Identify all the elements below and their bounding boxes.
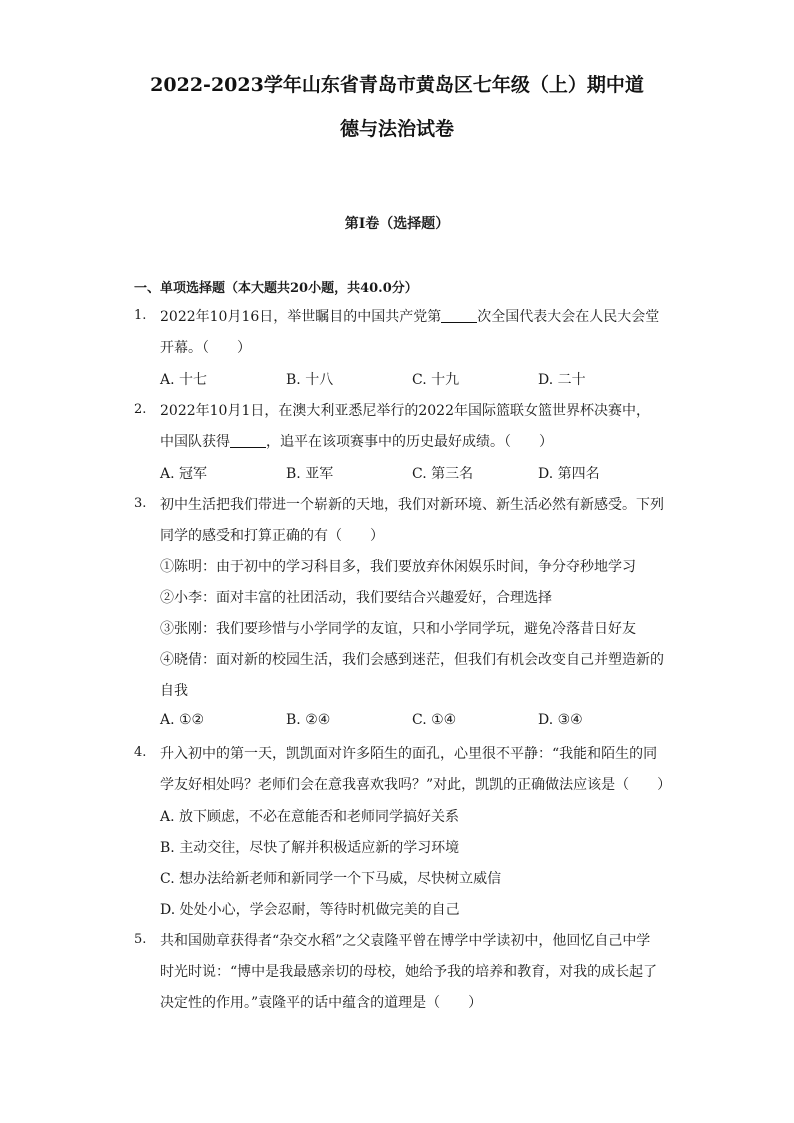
question-text: 同学的感受和打算正确的有（ ） bbox=[160, 528, 384, 544]
option-d: D. 第四名 bbox=[538, 466, 600, 482]
question-text: 学友好相处吗？老师们会在意我喜欢我吗？”对此，凯凯的正确做法应该是（ ） bbox=[160, 777, 672, 793]
option-b: B. 主动交往，尽快了解并积极适应新的学习环境 bbox=[160, 840, 460, 856]
exam-title-line-1: 2022-2023学年山东省青岛市黄岛区七年级（上）期中道 bbox=[150, 74, 644, 96]
question-text-part: ，追平在该项赛事中的历史最好成绩。（ ） bbox=[266, 434, 553, 450]
statement-item: ③张刚：我们要珍惜与小学同学的友谊，只和小学同学玩，避免冷落昔日好友 bbox=[160, 621, 636, 637]
option-d: D. ③④ bbox=[538, 712, 583, 728]
question-number: 4. bbox=[134, 745, 147, 760]
option-b: B. 十八 bbox=[286, 372, 334, 388]
question-text-part: 2022年10月16日，举世瞩目的中国共产党第 bbox=[160, 309, 442, 325]
question-text-part: 次全国代表大会在人民大会堂 bbox=[477, 309, 660, 325]
question-text: 开幕。（ ） bbox=[160, 340, 251, 356]
question-text bbox=[160, 431, 553, 451]
question-text: 决定性的作用。”袁隆平的话中蕴含的道理是（ ） bbox=[160, 995, 483, 1011]
question-text: 初中生活把我们带进一个崭新的天地，我们对新环境、新生活必然有新感受。下列 bbox=[160, 497, 664, 513]
statement-item: 自我 bbox=[160, 683, 188, 699]
statement-item: ④晓倩：面对新的校园生活，我们会感到迷茫，但我们有机会改变自己并塑造新的 bbox=[160, 652, 664, 668]
question-text: 共和国勋章获得者“杂交水稻”之父袁隆平曾在博学中学读初中，他回忆自己中学 bbox=[160, 933, 651, 949]
option-b: B. ②④ bbox=[286, 712, 331, 728]
question-text: 升入初中的第一天，凯凯面对许多陌生的面孔，心里很不平静：“我能和陌生的同 bbox=[160, 746, 658, 762]
option-c: C. 第三名 bbox=[412, 466, 474, 482]
exam-title-line-2: 德与法治试卷 bbox=[339, 118, 454, 140]
option-c: C. ①④ bbox=[412, 712, 457, 728]
answer-blank bbox=[441, 308, 477, 323]
question-number: 5. bbox=[134, 932, 147, 947]
question-text bbox=[160, 306, 659, 326]
statement-item: ②小李：面对丰富的社团活动，我们要结合兴趣爱好，合理选择 bbox=[160, 590, 552, 606]
question-number: 1. bbox=[134, 308, 147, 323]
section-heading: 第I卷（选择题） bbox=[344, 216, 450, 232]
option-b: B. 亚军 bbox=[286, 466, 334, 482]
option-c: C. 想办法给新老师和新同学一个下马威，尽快树立威信 bbox=[160, 871, 502, 887]
question-number: 2. bbox=[134, 402, 147, 417]
option-d: D. 处处小心，学会忍耐，等待时机做完美的自己 bbox=[160, 902, 460, 918]
option-a: A. ①② bbox=[160, 712, 205, 728]
option-c: C. 十九 bbox=[412, 372, 460, 388]
question-text: 时光时说：“博中是我最感亲切的母校，她给予我的培养和教育，对我的成长起了 bbox=[160, 964, 658, 980]
question-text-part: 中国队获得 bbox=[160, 434, 230, 450]
question-text: 2022年10月1日，在澳大利亚悉尼举行的2022年国际篮联女篮世界杯决赛中， bbox=[160, 403, 650, 419]
question-number: 3. bbox=[134, 496, 147, 511]
option-a: A. 放下顾虑，不必在意能否和老师同学搞好关系 bbox=[160, 809, 460, 825]
option-d: D. 二十 bbox=[538, 372, 586, 388]
part-heading: 一、单项选择题（本大题共20小题，共40.0分） bbox=[134, 281, 418, 296]
answer-blank bbox=[230, 433, 266, 448]
option-a: A. 十七 bbox=[160, 372, 208, 388]
option-a: A. 冠军 bbox=[160, 466, 208, 482]
statement-item: ①陈明：由于初中的学习科目多，我们要放弃休闲娱乐时间，争分夺秒地学习 bbox=[160, 559, 636, 575]
